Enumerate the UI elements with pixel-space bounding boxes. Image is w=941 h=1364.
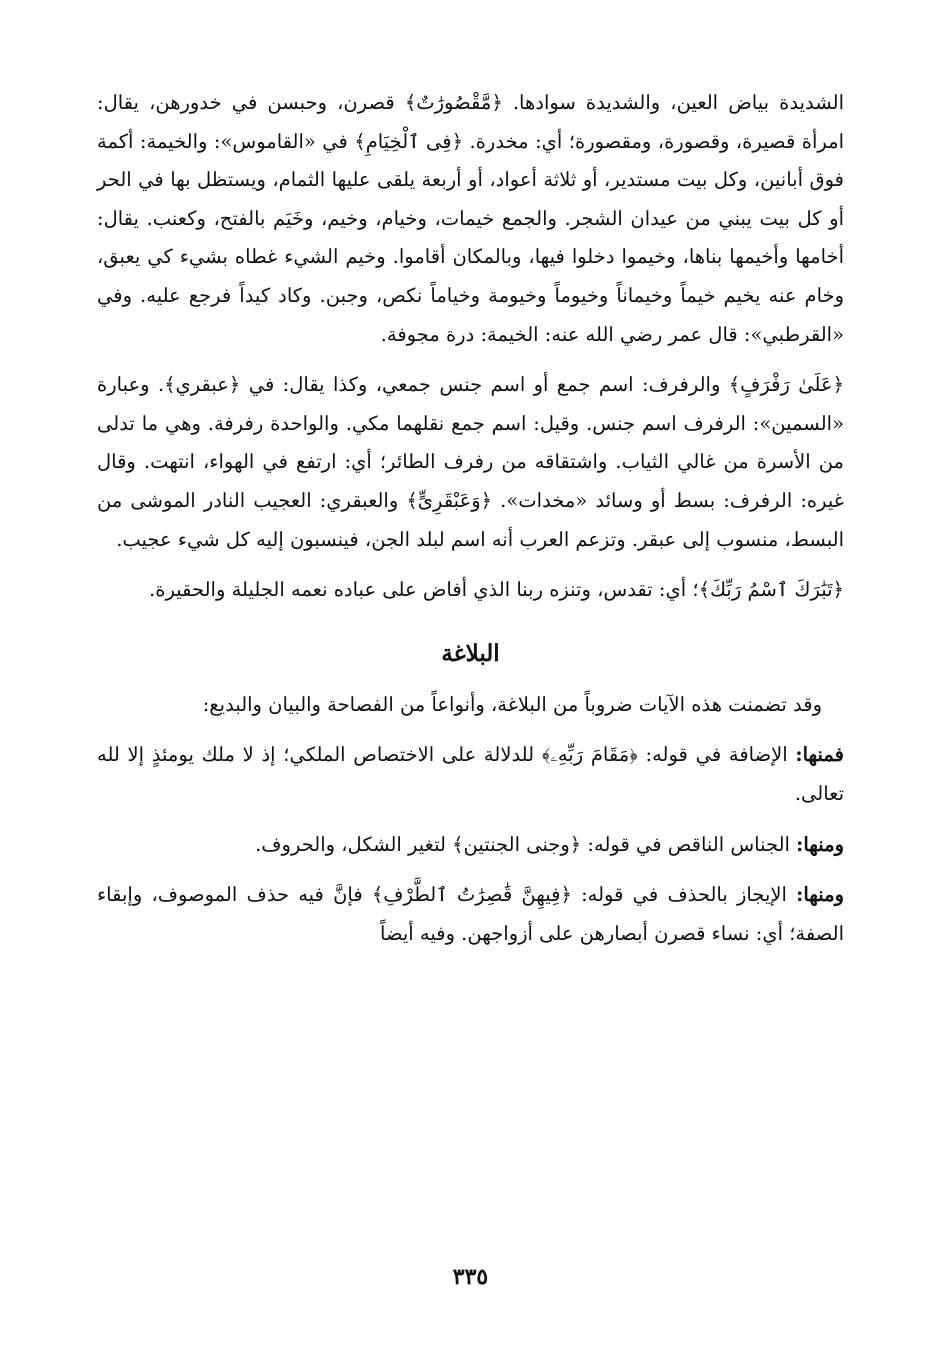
- balagha-item-jinas: [97, 826, 844, 865]
- balagha-intro: وقد تضمنت هذه الآيات ضروباً من البلاغة، وأنواعاً من الفصاحة والبيان والبديع:: [202, 692, 822, 716]
- item-lead: فمنها:: [795, 743, 844, 767]
- item-text: الجناس الناقص في قوله: ﴿وجنى الجنتين﴾ لتغير الشكل، والحروف.: [255, 832, 797, 856]
- balagha-item-ijaz: [97, 876, 844, 953]
- balagha-item-idafa: [97, 736, 844, 813]
- paragraph-tabaraka: ﴿تَبَٰرَكَ ٱسْمُ رَبِّكَ﴾؛ أي: تقدس، وتنزه ربنا الذي أفاض على عباده نعمه الجليلة والحقيرة.: [149, 578, 844, 602]
- item-lead: ومنها:: [796, 883, 844, 907]
- paragraph-rafraf: ﴿عَلَىٰ رَفْرَفٍ﴾ والرفرف: اسم جمع أو اسم جنس جمعي، وكذا يقال: في ﴿عبقري﴾. وعبارة «السمين»: الرفرف اسم جنس. وقيل: اسم جمع نقلهما مكي. والواحدة رفرفة. وهي ما تدلى من الأسرة من غالي الثياب. واشتقاقه من رفرف الطائر؛ أي: ارتفع في الهواء، انتهت. وقال غيره: الرفرف: بسط أو وسائد «مخدات». ﴿وَعَبْقَرِىٍّ﴾ والعبقري: العجيب النادر الموشى من البسط، منسوب إلى عبقر. وتزعم العرب أنه اسم لبلد الجن، فينسبون إليه كل شيء عجيب.: [97, 373, 844, 551]
- page-number: ٣٣٥: [452, 1264, 489, 1290]
- paragraph-khiyam: الشديدة بياض العين، والشديدة سوادها. ﴿مَّقْصُورَٰتٌ﴾ قصرن، وحبسن في خدورهن، يقال: امرأة قصيرة، وقصورة، ومقصورة؛ أي: مخدرة. ﴿فِى ٱلْخِيَامِ﴾ في «القاموس»: والخيمة: أكمة فوق أبانين، وكل بيت مستدير، أو ثلاثة أعواد، أو أربعة يلقى عليها الثمام، ويستظل بها في الحر أو كل بيت يبني من عيدان الشجر. والجمع خيمات، وخيام، وخيم، وخَيَم بالفتح، وكعنب. يقال: أخامها وأخيمها بناها، وخيموا دخلوا فيها، وبالمكان أقاموا. وخيم الشيء غطاه بشيء كي يعبق، وخام عنه يخيم خيماً وخيماناً وخيوماً وخيومة وخياماً نكص، وجبن. وكاد كيداً فرجع عليه. وفي «القرطبي»: قال عمر رضي الله عنه: الخيمة: درة مجوفة.: [97, 91, 844, 346]
- section-heading: البلاغة: [441, 639, 500, 667]
- page-body: [97, 84, 844, 965]
- item-text: الإضافة في قوله: ﴿مَقَامَ رَبِّهِۦ﴾ للدلالة على الاختصاص الملكي؛ إذ لا ملك يومئذٍ إلا لله تعالى.: [97, 743, 844, 805]
- item-text: الإيجاز بالحذف في قوله: ﴿فِيهِنَّ قَٰصِرَٰتُ ٱلطَّرْفِ﴾ فإنَّ فيه حذف الموصوف، وإبقاء الصفة؛ أي: نساء قصرن أبصارهن على أزواجهن. وفيه أيضاً: [97, 883, 844, 945]
- item-lead: ومنها:: [796, 832, 844, 856]
